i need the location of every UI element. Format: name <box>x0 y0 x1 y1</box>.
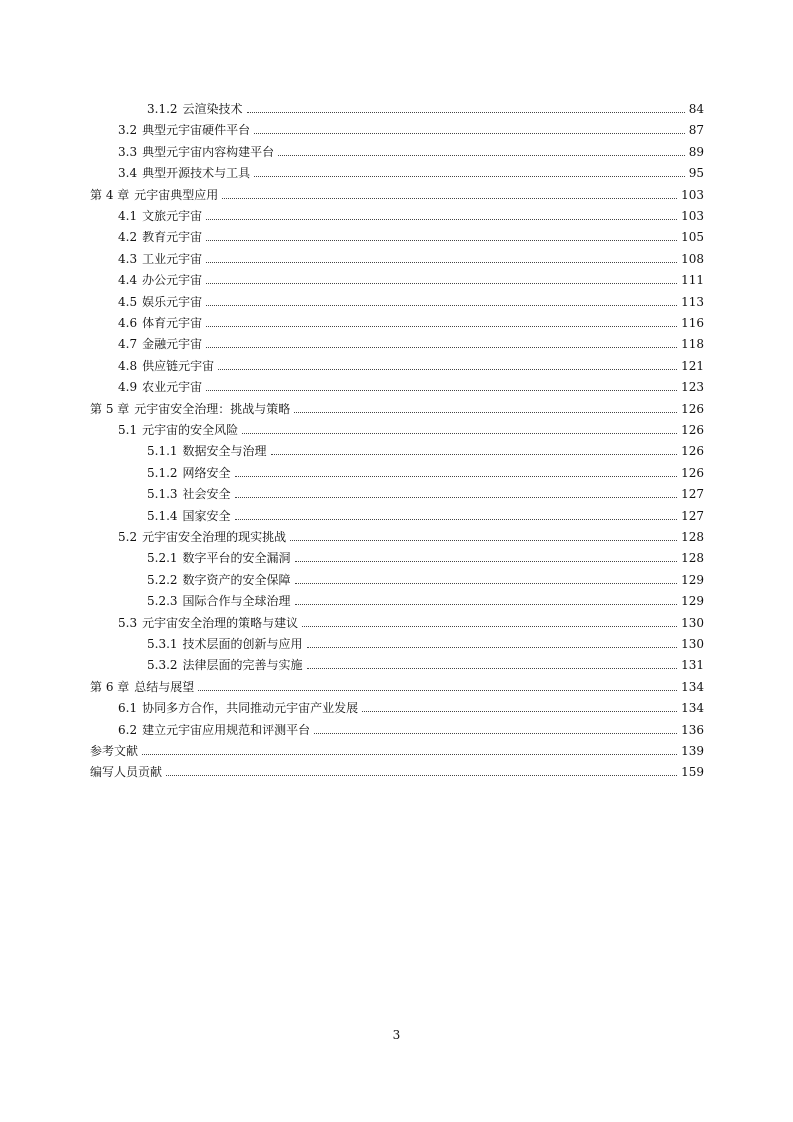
toc-dot-leader <box>222 198 677 199</box>
toc-entry-page: 159 <box>681 765 704 780</box>
toc-dot-leader <box>271 454 678 455</box>
toc-entry-number: 4.5 <box>118 294 138 309</box>
toc-dot-leader <box>206 326 677 327</box>
toc-entry-title: 娱乐元宇宙 <box>142 294 203 309</box>
toc-entry-label <box>118 723 312 737</box>
toc-dot-leader <box>362 711 677 712</box>
toc-entry-title: 农业元宇宙 <box>142 380 203 395</box>
toc-dot-leader <box>206 305 677 306</box>
toc-entry-page: 126 <box>681 465 704 480</box>
toc-entry-page: 134 <box>681 679 704 694</box>
toc-entry[interactable] <box>118 416 704 437</box>
toc-entry[interactable] <box>90 395 704 416</box>
toc-entry-page: 116 <box>681 316 704 330</box>
toc-entry-label <box>118 145 276 159</box>
toc-dot-leader <box>307 647 678 648</box>
toc-entry-page: 129 <box>681 572 704 587</box>
toc-entry-label <box>118 380 204 394</box>
toc-entry-title: 编写人员贡献 <box>90 765 163 780</box>
toc-entry[interactable] <box>147 502 704 523</box>
toc-entry-page: 136 <box>681 722 704 737</box>
toc-entry-number: 4.6 <box>118 316 138 330</box>
toc-entry-title: 元宇宙安全治理：挑战与策略 <box>134 401 291 416</box>
toc-entry-number: 5.2 <box>118 530 138 544</box>
toc-dot-leader <box>302 626 677 627</box>
toc-entry-number: 第 4 章 <box>90 187 130 202</box>
toc-entry-number: 6.1 <box>118 701 138 716</box>
page-number: 3 <box>392 1028 401 1042</box>
toc-entry-label <box>90 680 196 694</box>
toc-entry-page: 89 <box>688 144 704 159</box>
toc-entry-title: 数字平台的安全漏洞 <box>182 551 291 566</box>
toc-entry[interactable] <box>118 523 704 544</box>
toc-entry-title: 金融元宇宙 <box>142 337 203 352</box>
toc-entry-title: 数字资产的安全保障 <box>182 572 291 587</box>
toc-entry-title: 社会安全 <box>182 487 231 502</box>
toc-entry-label <box>147 573 293 587</box>
toc-entry-page: 118 <box>681 337 704 352</box>
toc-entry-title: 国家安全 <box>182 508 231 523</box>
toc-entry-number: 5.1.4 <box>147 508 178 523</box>
toc-entry-page: 127 <box>681 487 704 502</box>
toc-dot-leader <box>218 369 677 370</box>
toc-entry-number: 第 5 章 <box>90 401 130 416</box>
toc-entry-title: 总结与展望 <box>134 679 195 694</box>
toc-entry-number: 3.2 <box>118 123 138 138</box>
toc-dot-leader <box>278 155 685 156</box>
toc-entry-title: 网络安全 <box>182 465 231 480</box>
toc-dot-leader <box>295 583 678 584</box>
toc-entry-label <box>118 316 204 330</box>
toc-entry-title: 典型开源技术与工具 <box>142 166 251 181</box>
toc-entry[interactable] <box>118 288 704 309</box>
toc-entry-page: 139 <box>681 744 704 758</box>
toc-entry[interactable] <box>90 673 704 694</box>
toc-entry[interactable] <box>90 737 704 758</box>
toc-entry-number: 3.1.2 <box>147 102 178 116</box>
toc-entry[interactable] <box>147 630 704 651</box>
toc-entry-page: 95 <box>688 166 704 181</box>
toc-dot-leader <box>206 240 677 241</box>
toc-entry[interactable] <box>147 459 704 480</box>
toc-entry[interactable] <box>118 694 704 715</box>
toc-dot-leader <box>290 540 677 541</box>
toc-entry-title: 技术层面的创新与应用 <box>182 637 303 651</box>
toc-entry-page: 121 <box>681 358 704 373</box>
toc-entry-number: 4.4 <box>118 273 138 288</box>
toc-entry-number: 4.2 <box>118 230 138 245</box>
toc-entry-label <box>147 658 305 672</box>
toc-entry-title: 协同多方合作，共同推动元宇宙产业发展 <box>142 701 359 716</box>
toc-entry-title: 教育元宇宙 <box>142 230 203 245</box>
toc-entry[interactable] <box>118 716 704 737</box>
toc-entry-page: 111 <box>681 273 704 288</box>
toc-entry[interactable] <box>147 480 704 501</box>
toc-entry[interactable] <box>147 587 704 608</box>
toc-entry-page: 108 <box>681 251 704 266</box>
toc-entry-label <box>147 551 293 565</box>
toc-dot-leader <box>314 733 677 734</box>
toc-entry-number: 4.1 <box>118 209 138 223</box>
toc-dot-leader <box>206 390 677 391</box>
toc-entry-label <box>147 466 233 480</box>
toc-entry-label <box>118 701 360 715</box>
toc-entry-page: 103 <box>681 187 704 202</box>
toc-entry-number: 第 6 章 <box>90 679 130 694</box>
toc-entry-number: 5.3 <box>118 615 138 630</box>
toc-entry-page: 123 <box>681 380 704 395</box>
toc-dot-leader <box>198 690 677 691</box>
toc-entry-page: 128 <box>681 551 704 566</box>
toc-entry-page: 84 <box>688 102 704 116</box>
toc-entry-page: 130 <box>681 615 704 630</box>
toc-entry[interactable] <box>147 95 704 116</box>
toc-entry-title: 元宇宙安全治理的策略与建议 <box>142 615 299 630</box>
toc-dot-leader <box>235 519 678 520</box>
toc-entry[interactable] <box>147 437 704 458</box>
toc-entry[interactable] <box>118 159 704 180</box>
toc-entry[interactable] <box>90 758 704 779</box>
toc-entry[interactable] <box>118 202 704 223</box>
toc-entry-label <box>90 765 164 779</box>
toc-entry-label <box>147 637 305 651</box>
toc-dot-leader <box>166 775 677 776</box>
toc-entry-number: 5.1.1 <box>147 444 178 459</box>
toc-entry-label <box>147 594 293 608</box>
toc-entry-title: 国际合作与全球治理 <box>182 594 291 609</box>
toc-entry-title: 参考文献 <box>90 744 139 758</box>
toc-entry-number: 4.3 <box>118 251 138 266</box>
toc-entry[interactable] <box>147 566 704 587</box>
toc-entry[interactable] <box>90 181 704 202</box>
toc-entry[interactable] <box>147 651 704 672</box>
toc-entry-page: 129 <box>681 594 704 609</box>
toc-entry[interactable] <box>118 116 704 137</box>
toc-entry-title: 元宇宙安全治理的现实挑战 <box>142 530 287 544</box>
toc-dot-leader <box>235 497 678 498</box>
toc-dot-leader <box>206 219 677 220</box>
toc-entry-label <box>147 509 233 523</box>
toc-dot-leader <box>254 133 685 134</box>
toc-entry-title: 典型元宇宙硬件平台 <box>142 123 251 138</box>
toc-entry-number: 3.4 <box>118 166 138 181</box>
toc-dot-leader <box>206 283 677 284</box>
toc-entry-label <box>118 295 204 309</box>
toc-dot-leader <box>142 754 677 755</box>
toc-entry-page: 87 <box>688 123 704 138</box>
toc-entry-label <box>118 252 204 266</box>
toc-entry-title: 文旅元宇宙 <box>142 209 203 223</box>
toc-entry-label <box>118 273 204 287</box>
toc-entry-label <box>118 616 300 630</box>
toc-entry-number: 3.3 <box>118 144 138 159</box>
toc-entry-number: 5.2.2 <box>147 572 178 587</box>
toc-dot-leader <box>206 262 677 263</box>
toc-entry-label <box>90 744 140 758</box>
toc-entry-label <box>90 402 292 416</box>
toc-entry-page: 127 <box>681 508 704 523</box>
toc-entry-title: 建立元宇宙应用规范和评测平台 <box>142 722 311 737</box>
toc-entry-title: 法律层面的完善与实施 <box>182 658 303 673</box>
toc-entry-number: 4.9 <box>118 380 138 395</box>
toc-entry-label <box>118 230 204 244</box>
toc-dot-leader <box>254 176 685 177</box>
toc-entry-title: 数据安全与治理 <box>182 444 267 459</box>
toc-entry[interactable] <box>118 223 704 244</box>
toc-dot-leader <box>295 604 678 605</box>
toc-entry-title: 体育元宇宙 <box>142 316 203 330</box>
toc-entry-label <box>90 188 220 202</box>
toc-entry-page: 105 <box>681 230 704 245</box>
toc-entry-label <box>147 487 233 501</box>
toc-dot-leader <box>235 476 678 477</box>
toc-entry-number: 5.1.2 <box>147 465 178 480</box>
toc-entry-label <box>147 102 245 116</box>
toc-entry[interactable] <box>118 138 704 159</box>
toc-entry-title: 典型元宇宙内容构建平台 <box>142 144 275 159</box>
toc-entry-title: 元宇宙典型应用 <box>134 187 219 202</box>
toc-entry[interactable] <box>118 330 704 351</box>
toc-entry-number: 4.8 <box>118 358 138 373</box>
toc-entry-number: 5.3.1 <box>147 637 178 651</box>
toc-entry[interactable] <box>118 309 704 330</box>
toc-entry[interactable] <box>118 266 704 287</box>
toc-entry-page: 130 <box>681 637 704 651</box>
toc-entry-label <box>118 530 288 544</box>
toc-entry-label <box>118 423 240 437</box>
toc-entry-page: 113 <box>681 294 704 309</box>
toc-dot-leader <box>294 412 677 413</box>
toc-dot-leader <box>206 347 677 348</box>
toc-entry-number: 5.2.3 <box>147 594 178 609</box>
toc-entry[interactable] <box>118 245 704 266</box>
toc-entry-title: 云渲染技术 <box>182 102 243 116</box>
toc-entry-title: 元宇宙的安全风险 <box>142 423 239 437</box>
toc-entry-title: 工业元宇宙 <box>142 251 203 266</box>
toc-entry-page: 128 <box>681 530 704 544</box>
toc-entry-number: 5.1.3 <box>147 487 178 502</box>
toc-entry[interactable] <box>147 544 704 565</box>
toc-entry-page: 126 <box>681 423 704 437</box>
toc-entry-number: 5.3.2 <box>147 658 178 673</box>
toc-entry-number: 4.7 <box>118 337 138 352</box>
toc-entry-label <box>118 337 204 351</box>
toc-entry-page: 131 <box>681 658 704 673</box>
toc-entry[interactable] <box>118 609 704 630</box>
toc-entry-page: 103 <box>681 209 704 223</box>
toc-entry-title: 供应链元宇宙 <box>142 358 215 373</box>
toc-entry-page: 134 <box>681 701 704 716</box>
toc-entry-number: 5.2.1 <box>147 551 178 566</box>
toc-entry-label <box>118 359 216 373</box>
toc-entry-number: 6.2 <box>118 722 138 737</box>
toc-dot-leader <box>247 112 685 113</box>
toc-entry-label <box>118 166 252 180</box>
toc-dot-leader <box>295 561 678 562</box>
toc-entry-page: 126 <box>681 401 704 416</box>
toc-entry-label <box>147 444 269 458</box>
toc-entry[interactable] <box>118 373 704 394</box>
toc-entry-label <box>118 209 204 223</box>
toc-entry-page: 126 <box>681 444 704 459</box>
toc-entry-number: 5.1 <box>118 423 138 437</box>
toc-dot-leader <box>307 668 678 669</box>
toc-entry[interactable] <box>118 352 704 373</box>
toc-dot-leader <box>242 433 677 434</box>
toc-entry-title: 办公元宇宙 <box>142 273 203 288</box>
toc-entry-label <box>118 123 252 137</box>
